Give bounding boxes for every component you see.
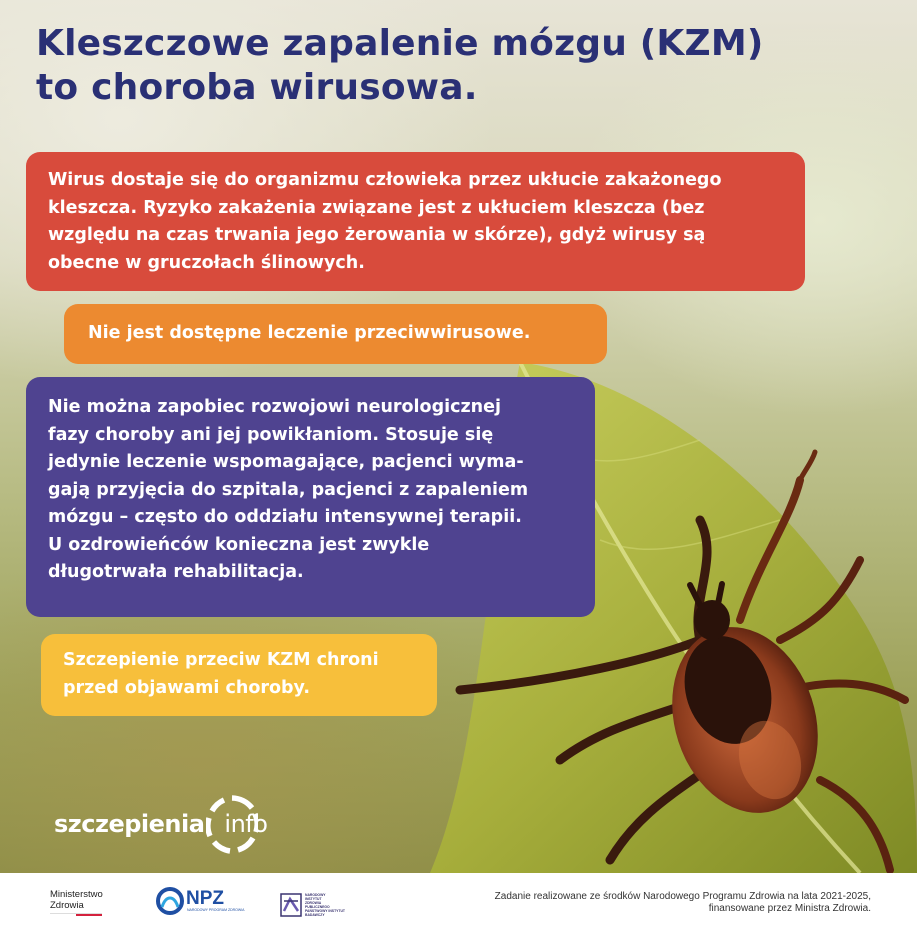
neurology-line: fazy choroby ani jej powikłaniom. Stosuje się bbox=[48, 424, 494, 445]
neurology-line: gają przyjęcia do szpitala, pacjenci z zapaleniem bbox=[48, 479, 529, 500]
nizp-logo[interactable] bbox=[280, 893, 345, 919]
neurology-line: długotrwała rehabilitacja. bbox=[48, 562, 304, 582]
ministry-line: Zdrowia bbox=[50, 900, 84, 911]
transmission-line: kleszcza. Ryzyko zakażenia związane jest z ukłuciem kleszcza (bez bbox=[48, 197, 705, 218]
nizp-line: PAŃSTWOWY INSTYTUT bbox=[305, 909, 345, 913]
headline-line-1: Kleszczowe zapalenie mózgu (KZM) bbox=[36, 23, 764, 64]
transmission-line: obecne w gruczołach ślinowych. bbox=[48, 252, 365, 273]
treatment-line: Nie jest dostępne leczenie przeciwwirusowe. bbox=[88, 323, 531, 343]
ministry-line: Ministerstwo bbox=[50, 889, 103, 900]
footer-bar bbox=[0, 873, 917, 930]
transmission-line: Wirus dostaje się do organizmu człowieka przez ukłucie zakażonego bbox=[48, 170, 722, 190]
npz-sub-label: NARODOWY PROGRAM ZDROWIA bbox=[187, 908, 245, 912]
vaccine-line: przed objawami choroby. bbox=[63, 677, 310, 698]
nizp-line: INSTYTUT bbox=[305, 897, 322, 901]
npz-logo[interactable] bbox=[156, 887, 245, 917]
nizp-label bbox=[305, 893, 345, 917]
nizp-line: PUBLICZNEGO bbox=[305, 905, 330, 909]
headline-line-2: to choroba wirusowa. bbox=[36, 67, 478, 108]
neurology-line: mózgu – często do oddziału intensywnej terapii. bbox=[48, 507, 522, 527]
logo-suffix: info bbox=[224, 810, 268, 838]
npz-logo-icon bbox=[156, 887, 184, 915]
ministry-logo[interactable] bbox=[50, 889, 103, 916]
vaccine-line: Szczepienie przeciw KZM chroni bbox=[63, 650, 379, 670]
neurology-line: Nie można zapobiec rozwojowi neurologicznej bbox=[48, 397, 501, 417]
szczepienia-info-logo[interactable] bbox=[54, 792, 267, 856]
transmission-box bbox=[26, 152, 805, 291]
funding-line: Zadanie realizowane ze środków Narodowego Programu Zdrowia na lata 2021-2025, bbox=[494, 891, 871, 902]
nizp-logo-icon bbox=[280, 893, 302, 917]
headline bbox=[36, 22, 796, 110]
neurology-line: jedynie leczenie wspomagające, pacjenci wyma- bbox=[48, 452, 524, 472]
nizp-line: BADAWCZY bbox=[305, 913, 325, 917]
poland-flag-bar bbox=[50, 913, 102, 916]
vaccine-box bbox=[41, 634, 437, 716]
nizp-line: NARODOWY bbox=[305, 893, 326, 897]
logo-word: szczepienia bbox=[54, 810, 205, 838]
nizp-line: ZDROWIA bbox=[305, 901, 322, 905]
funding-line: finansowane przez Ministra Zdrowia. bbox=[708, 903, 871, 914]
neurology-line: U ozdrowieńców konieczna jest zwykle bbox=[48, 534, 430, 555]
npz-label: NPZ bbox=[186, 888, 224, 909]
treatment-box bbox=[64, 304, 607, 364]
neurology-box bbox=[26, 377, 595, 617]
funding-note bbox=[491, 891, 871, 915]
ring-logo-icon bbox=[206, 792, 258, 856]
transmission-line: względu na czas trwania jego żerowania w skórze), gdyż wirusy są bbox=[48, 225, 706, 245]
